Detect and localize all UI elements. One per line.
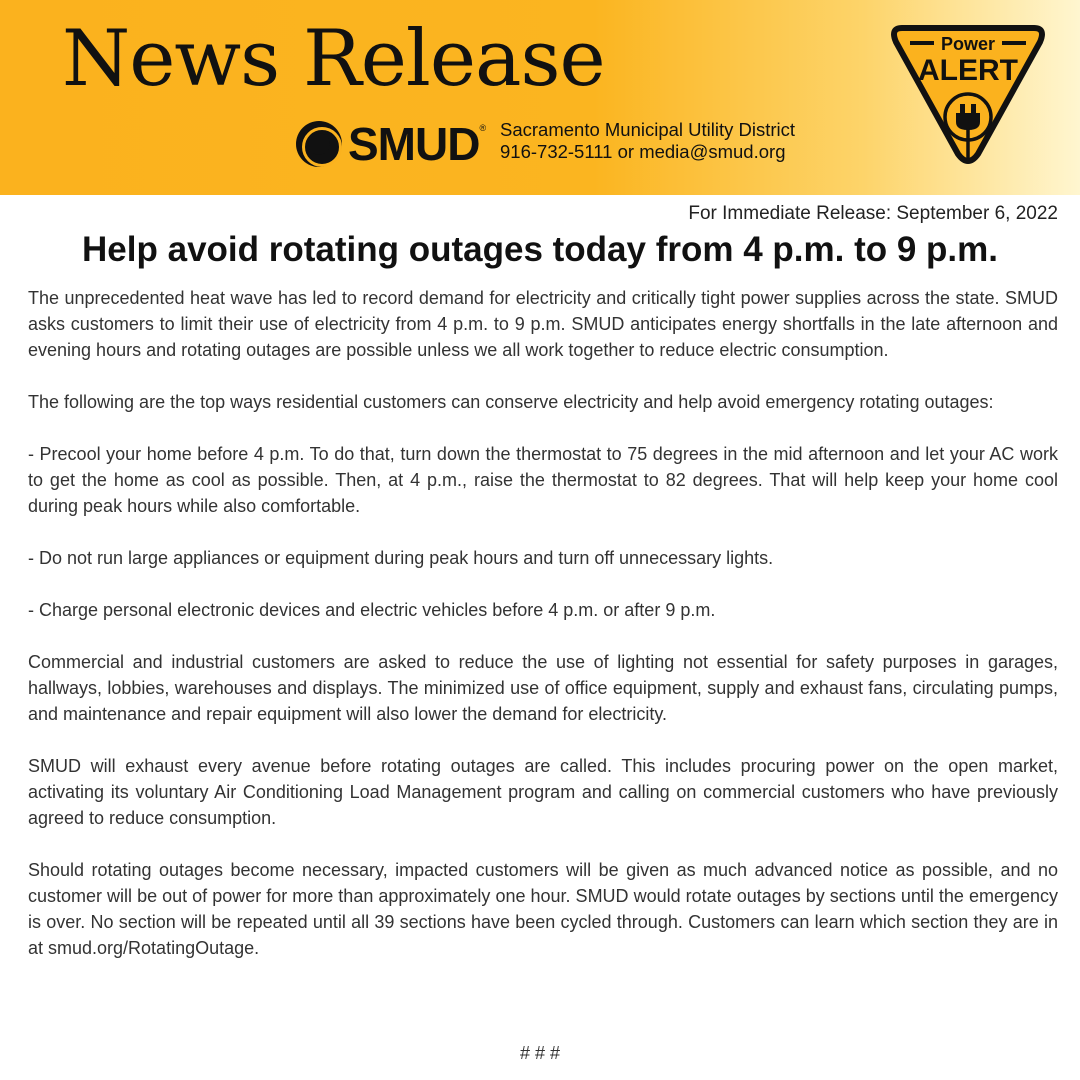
headline: Help avoid rotating outages today from 4 p.m. to 9 p.m. bbox=[82, 230, 998, 269]
contact-line: 916-732-5111 or media@smud.org bbox=[500, 141, 786, 162]
end-mark: # # # bbox=[519, 1043, 561, 1063]
header-banner bbox=[0, 0, 1080, 195]
paragraph: Should rotating outages become necessary, impacted customers will be given as much advanced notice as possible, and no customer will be out of power for more than approximately one hour. SMUD would rotate outages by sections until the emergency is over. No section will be repeated until all 39 sections have been cycled through. Customers can learn which section they are in at smud.org/RotatingOutage. bbox=[28, 860, 1058, 958]
smud-logo bbox=[296, 117, 486, 171]
paragraph: - Charge personal electronic devices and electric vehicles before 4 p.m. or after 9 p.m. bbox=[28, 600, 716, 620]
paragraph: The unprecedented heat wave has led to record demand for electricity and critically tight power supplies across the state. SMUD asks customers to limit their use of electricity from 4 p.m. to 9 p.m. SMUD anticipates energy shortfalls in the late afternoon and evening hours and rotating outages are possible unless we all work together to reduce electric consumption. bbox=[28, 288, 1058, 360]
article-body bbox=[28, 285, 1058, 987]
badge-alert-text: ALERT bbox=[918, 54, 1018, 87]
paragraph: - Precool your home before 4 p.m. To do that, turn down the thermostat to 75 degrees in the mid afternoon and let your AC work to get the home as cool as possible. Then, at 4 p.m., raise the thermostat to 82 degrees. That will help keep your home cool during peak hours while also comfortable. bbox=[28, 444, 1058, 516]
paragraph: - Do not run large appliances or equipment during peak hours and turn off unnecessary lights. bbox=[28, 548, 774, 568]
power-alert-badge-icon bbox=[888, 20, 1048, 165]
news-release-title: News Release bbox=[62, 14, 605, 104]
org-name: Sacramento Municipal Utility District bbox=[500, 119, 796, 140]
smud-ring-icon bbox=[296, 121, 342, 167]
smud-wordmark: SMUD bbox=[348, 118, 480, 170]
contact-info bbox=[500, 119, 795, 163]
paragraph: SMUD will exhaust every avenue before rotating outages are called. This includes procuring power on the open market, activating its voluntary Air Conditioning Load Management program and calling on commercial customers who have previously agreed to reduce consumption. bbox=[28, 756, 1058, 828]
badge-power-text: Power bbox=[940, 34, 996, 54]
registered-mark: ® bbox=[479, 123, 487, 133]
paragraph: Commercial and industrial customers are asked to reduce the use of lighting not essential for safety purposes in garages, hallways, lobbies, warehouses and displays. The minimized use of office equipment, supply and exhaust fans, circulating pumps, and maintenance and repair equipment will also lower the demand for electricity. bbox=[28, 652, 1058, 724]
release-date: For Immediate Release: September 6, 2022 bbox=[688, 203, 1058, 224]
paragraph: The following are the top ways residential customers can conserve electricity and help avoid emergency rotating outages: bbox=[28, 392, 994, 412]
